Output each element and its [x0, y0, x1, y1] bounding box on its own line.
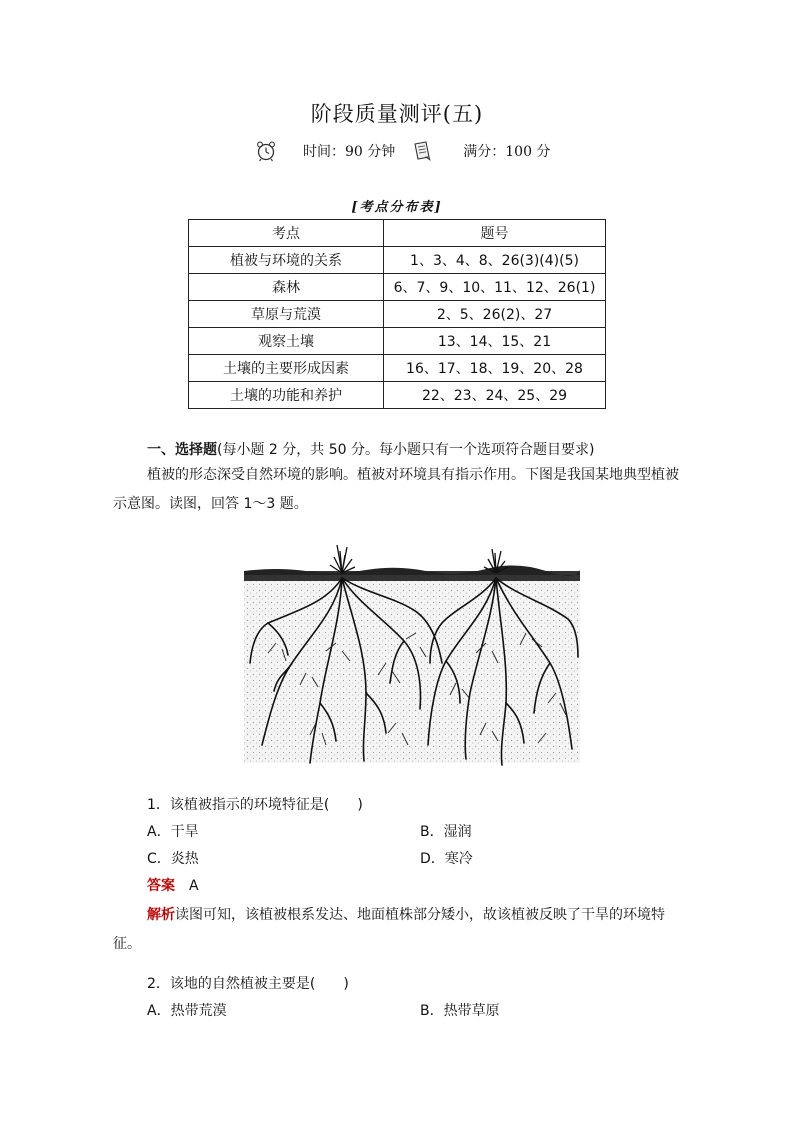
table-cell: 观察土壤 — [189, 328, 384, 355]
q2-option-a: A．热带荒漠 — [147, 1003, 227, 1019]
table-cell: 2、5、26(2)、27 — [384, 301, 606, 328]
root-system-illustration — [216, 523, 609, 785]
table-cell: 土壤的主要形成因素 — [189, 355, 384, 382]
q1-option-b: B．湿润 — [420, 824, 472, 840]
section-title: 一、选择题 — [147, 442, 217, 458]
header-questions: 题号 — [384, 220, 606, 247]
table-cell: 22、23、24、25、29 — [384, 382, 606, 409]
table-cell: 草原与荒漠 — [189, 301, 384, 328]
answer-value: A — [189, 878, 199, 894]
intro-paragraph: 植被的形态深受自然环境的影响。植被对环境具有指示作用。下图是我国某地典型植被示意图。读图，回答 1～3 题。 — [113, 467, 679, 512]
analysis-label: 解析 — [147, 907, 175, 923]
table-cell: 土壤的功能和养护 — [189, 382, 384, 409]
section-note: (每小题 2 分，共 50 分。每小题只有一个选项符合题目要求) — [217, 442, 595, 458]
table-tag: [考点分布表] — [351, 200, 443, 215]
q1-option-a: A．干旱 — [147, 824, 199, 840]
table-cell: 植被与环境的关系 — [189, 247, 384, 274]
table-cell: 16、17、18、19、20、28 — [384, 355, 606, 382]
q1-option-c: C．炎热 — [147, 851, 199, 867]
header-topic: 考点 — [189, 220, 384, 247]
exam-meta — [255, 140, 550, 162]
q2-option-b: B．热带草原 — [420, 1003, 500, 1019]
page-title: 阶段质量测评(五) — [310, 102, 484, 126]
table-cell: 6、7、9、10、11、12、26(1) — [384, 274, 606, 301]
table-row — [189, 355, 606, 382]
q1-analysis — [113, 901, 689, 959]
score-label: 满分：100 分 — [463, 144, 551, 160]
table-cell: 森林 — [189, 274, 384, 301]
question-1-stem: 1．该植被指示的环境特征是( ) — [147, 797, 363, 813]
paper-icon — [411, 140, 433, 162]
clock-icon — [255, 140, 277, 162]
table-cell: 13、14、15、21 — [384, 328, 606, 355]
table-row — [189, 382, 606, 409]
q1-option-d: D．寒冷 — [420, 851, 473, 867]
table-cell: 1、3、4、8、26(3)(4)(5) — [384, 247, 606, 274]
analysis-text: 读图可知，该植被根系发达、地面植株部分矮小，故该植被反映了干旱的环境特征。 — [113, 907, 665, 952]
answer-label: 答案 — [147, 878, 175, 894]
table-row — [189, 301, 606, 328]
table-row — [189, 274, 606, 301]
section-heading — [147, 439, 594, 459]
question-2-stem: 2．该地的自然植被主要是( ) — [147, 976, 349, 992]
table-row — [189, 328, 606, 355]
topic-table — [188, 219, 606, 409]
table-row — [189, 247, 606, 274]
table-header-row — [189, 220, 606, 247]
time-label: 时间：90 分钟 — [303, 144, 396, 160]
q1-answer — [147, 875, 199, 895]
